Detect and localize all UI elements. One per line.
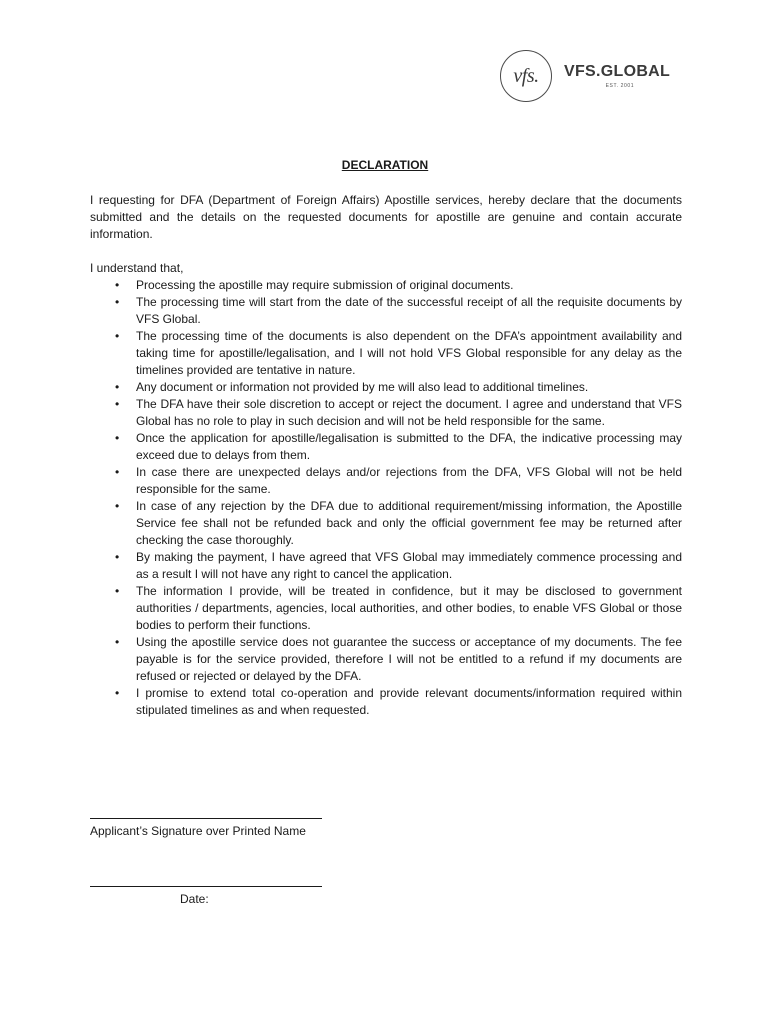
declaration-bullet-item [90,430,682,464]
logo-est: EST. 2001 [605,83,635,89]
date-label: Date: [180,892,209,906]
document-title: DECLARATION [341,158,429,172]
logo-text [564,63,670,89]
vfs-global-logo [500,50,670,102]
date-line [90,878,322,887]
bullet-dot-icon: • [115,431,120,445]
bullet-text: The processing time will start from the date of the successful receipt of all the requisite documents by VFS Global. [136,295,682,326]
declaration-bullet-item [90,379,682,396]
declaration-bullet-item [90,396,682,430]
logo-circle-icon [500,50,552,102]
logo-name: VFS.GLOBAL [564,63,671,80]
bullet-dot-icon: • [115,635,120,649]
logo-mark: vfs. [513,64,539,87]
declaration-bullet-item [90,583,682,634]
declaration-bullet-item [90,464,682,498]
bullet-text: In case there are unexpected delays and/or rejections from the DFA, VFS Global will not be held responsible for the same. [136,465,682,496]
bullet-text: By making the payment, I have agreed that VFS Global may immediately commence processing and as a result I will not have any right to cancel the application. [136,550,682,581]
bullet-text: Using the apostille service does not guarantee the success or acceptance of my documents. The fee payable is for the service provided, therefore I will not be entitled to a refund if my documents are refused or rejected or delayed by the DFA. [136,635,682,683]
bullet-text: I promise to extend total co-operation and provide relevant documents/information required within stipulated timelines as and when requested. [136,686,682,717]
bullet-dot-icon: • [115,380,120,394]
declaration-bullet-item [90,328,682,379]
declaration-bullet-list [90,277,682,719]
date-block [90,878,322,908]
declaration-bullet-item [90,498,682,549]
bullet-text: The information I provide, will be treated in confidence, but it may be disclosed to government authorities / departments, agencies, local authorities, and other bodies, to enable VFS Global or those bodies to perform their functions. [136,584,682,632]
signature-line [90,810,322,819]
declaration-bullet-item [90,277,682,294]
bullet-text: In case of any rejection by the DFA due to additional requirement/missing information, the Apostille Service fee shall not be refunded back and only the official government fee may be returned after checking the case thoroughly. [136,499,682,547]
bullet-dot-icon: • [115,550,120,564]
bullet-text: Processing the apostille may require submission of original documents. [136,278,514,292]
bullet-dot-icon: • [115,686,120,700]
bullet-dot-icon: • [115,499,120,513]
bullet-dot-icon: • [115,397,120,411]
declaration-bullet-item [90,685,682,719]
bullet-text: Any document or information not provided by me will also lead to additional timelines. [136,380,589,394]
declaration-bullet-item [90,549,682,583]
declaration-body [90,192,682,719]
understand-heading: I understand that, [90,261,184,275]
intro-paragraph: I requesting for DFA (Department of Foreign Affairs) Apostille services, hereby declare that the documents submitted and the details on the requested documents for apostille are genuine and contain accurate information. [90,193,682,241]
bullet-dot-icon: • [115,329,120,343]
bullet-dot-icon: • [115,295,120,309]
bullet-dot-icon: • [115,278,120,292]
bullet-dot-icon: • [115,465,120,479]
bullet-text: The DFA have their sole discretion to accept or reject the document. I agree and understand that VFS Global has no role to play in such decision and will not be held responsible for the same. [136,397,682,428]
signature-block [90,810,322,840]
bullet-text: Once the application for apostille/legalisation is submitted to the DFA, the indicative processing may exceed due to delays from them. [136,431,682,462]
signature-label: Applicant’s Signature over Printed Name [90,824,306,838]
declaration-bullet-item [90,634,682,685]
bullet-dot-icon: • [115,584,120,598]
bullet-text: The processing time of the documents is also dependent on the DFA’s appointment availability and taking time for apostille/legalisation, and I will not hold VFS Global responsible for any delay as the timelines provided are tentative in nature. [136,329,682,377]
declaration-bullet-item [90,294,682,328]
